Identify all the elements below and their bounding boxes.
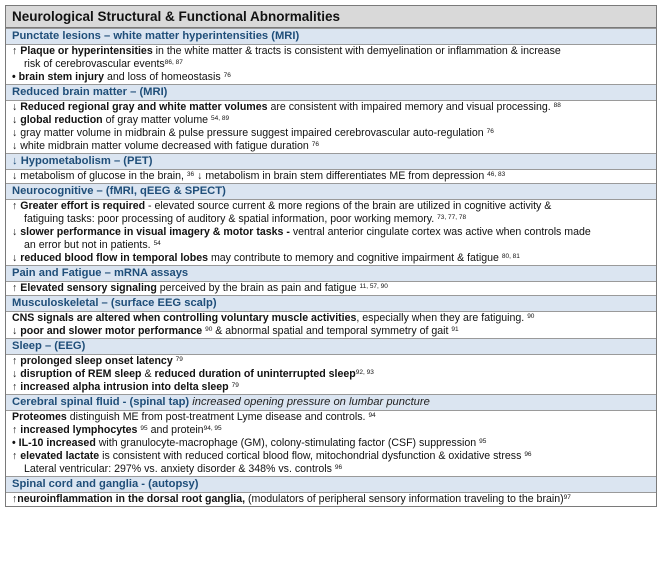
finding-row bbox=[6, 252, 656, 265]
bullet-marker: ↓ bbox=[12, 127, 21, 139]
finding-key-text: global reduction bbox=[20, 114, 103, 126]
finding-key-text: Elevated sensory signaling bbox=[20, 282, 157, 294]
bullet-marker: ↓ bbox=[12, 226, 21, 238]
sections-container bbox=[6, 28, 656, 506]
bullet-marker: ↑ bbox=[12, 450, 21, 462]
finding-row bbox=[6, 140, 656, 153]
bullet-marker: ↑ bbox=[12, 424, 21, 436]
finding-text-continued: Lateral ventricular: 297% vs. anxiety disorder & 348% vs. controls bbox=[24, 463, 335, 475]
finding-text: white midbrain matter volume decreased with fatigue duration bbox=[20, 140, 312, 152]
bullet-marker: ↓ bbox=[12, 140, 21, 152]
finding-key-text: disruption of REM sleep bbox=[20, 368, 142, 380]
finding-text: is consistent with reduced cortical blood flow, mitochondrial dysfunction & oxidative stress bbox=[99, 450, 525, 462]
finding-text: and loss of homeostasis bbox=[104, 71, 224, 83]
finding-text: with granulocyte-macrophage (GM), colony-stimulating factor (CSF) suppression bbox=[95, 437, 480, 449]
finding-key-text: Proteomes bbox=[12, 411, 67, 423]
bullet-marker: ↑ bbox=[12, 282, 21, 294]
bullet-marker: ↑ bbox=[12, 381, 21, 393]
reference-superscript: 94 bbox=[368, 412, 376, 419]
section-heading bbox=[6, 84, 656, 101]
finding-key-text: reduced blood flow in temporal lobes bbox=[20, 252, 209, 264]
finding-row bbox=[6, 424, 656, 437]
section-heading-text: Sleep – (EEG) bbox=[12, 340, 86, 352]
reference-superscript: 95 bbox=[479, 438, 487, 445]
section-heading-note: increased opening pressure on lumbar puncture bbox=[192, 396, 430, 408]
finding-text: in the white matter & tracts is consistent with demyelination or inflammation & increase bbox=[152, 45, 561, 57]
bullet-marker: ↑ bbox=[12, 493, 18, 505]
section-heading bbox=[6, 394, 656, 411]
section-heading bbox=[6, 265, 656, 282]
bullet-marker: ↓ bbox=[12, 101, 21, 113]
reference-superscript: 54, 89 bbox=[211, 115, 230, 122]
finding-text-continued: an error but not in patients. bbox=[24, 239, 154, 251]
reference-superscript: 79 bbox=[175, 356, 183, 363]
bullet-marker: ↑ bbox=[12, 200, 21, 212]
finding-text: may contribute to memory and cognitive impairment & fatigue bbox=[208, 252, 502, 264]
section-heading bbox=[6, 183, 656, 200]
finding-text: & bbox=[141, 368, 155, 380]
finding-key-text: reduced duration of uninterrupted sleep bbox=[154, 368, 356, 380]
finding-key-text: slower performance in visual imagery & motor tasks - bbox=[20, 226, 290, 238]
finding-row bbox=[6, 450, 656, 476]
table-title: Neurological Structural & Functional Abnormalities bbox=[6, 6, 656, 28]
section-heading bbox=[6, 153, 656, 170]
reference-superscript: 76 bbox=[311, 141, 319, 148]
bullet-marker: ↑ bbox=[12, 45, 21, 57]
reference-superscript: 90 bbox=[527, 313, 535, 320]
section-heading-text: Spinal cord and ganglia - (autopsy) bbox=[12, 478, 199, 490]
reference-superscript: 91 bbox=[451, 326, 459, 333]
bullet-marker: • bbox=[12, 437, 19, 449]
finding-row bbox=[6, 226, 656, 252]
finding-text: metabolism of glucose in the brain, bbox=[20, 170, 187, 182]
section-heading-text: ↓ Hypometabolism – (PET) bbox=[12, 155, 153, 167]
section-heading-text: Musculoskeletal – (surface EEG scalp) bbox=[12, 297, 217, 309]
reference-superscript: 80, 81 bbox=[501, 253, 520, 260]
reference-superscript: 94, 95 bbox=[203, 425, 222, 432]
section-heading-text: Reduced brain matter – (MRI) bbox=[12, 86, 168, 98]
abnormalities-table bbox=[5, 5, 657, 507]
finding-key-text: elevated lactate bbox=[20, 450, 100, 462]
finding-text: of gray matter volume bbox=[102, 114, 211, 126]
finding-text-continued: fatiguing tasks: poor processing of auditory & spatial information, poor working memory. bbox=[24, 213, 438, 225]
reference-superscript: 54 bbox=[153, 240, 161, 247]
reference-superscript: 76 bbox=[223, 72, 231, 79]
finding-text: , especially when they are fatiguing. bbox=[356, 312, 528, 324]
reference-superscript: 36 bbox=[186, 171, 195, 178]
section-heading bbox=[6, 28, 656, 45]
finding-row bbox=[6, 71, 656, 84]
finding-key-text: CNS signals are altered when controlling voluntary muscle activities bbox=[12, 312, 357, 324]
finding-text: - elevated source current & more regions of the brain are utilized in cognitive activity & bbox=[145, 200, 552, 212]
finding-key-text: brain stem injury bbox=[18, 71, 105, 83]
reference-superscript: 73, 77, 78 bbox=[437, 214, 467, 221]
finding-key-text: prolonged sleep onset latency bbox=[20, 355, 173, 367]
finding-row bbox=[6, 437, 656, 450]
finding-key-text: Reduced regional gray and white matter volumes bbox=[20, 101, 268, 113]
finding-key-text: increased alpha intrusion into delta sleep bbox=[20, 381, 229, 393]
bullet-marker: ↓ bbox=[12, 170, 21, 182]
finding-row bbox=[6, 200, 656, 226]
reference-superscript: 90 bbox=[205, 326, 213, 333]
finding-row bbox=[6, 282, 656, 295]
section-heading-text: Pain and Fatigue – mRNA assays bbox=[12, 267, 189, 279]
reference-superscript: 76 bbox=[486, 128, 494, 135]
finding-text: are consistent with impaired memory and visual processing. bbox=[267, 101, 554, 113]
finding-row bbox=[6, 312, 656, 325]
finding-row bbox=[6, 325, 656, 338]
finding-text-continued: risk of cerebrovascular events bbox=[24, 58, 165, 70]
finding-text: ↓ metabolism in brain stem differentiates ME from depression bbox=[194, 170, 488, 182]
bullet-marker: ↑ bbox=[12, 355, 21, 367]
finding-text: distinguish ME from post-treatment Lyme disease and controls. bbox=[66, 411, 369, 423]
finding-text: gray matter volume in midbrain & pulse pressure suggest impaired cerebrovascular auto-regulation bbox=[20, 127, 487, 139]
finding-row bbox=[6, 170, 656, 183]
reference-superscript: 96 bbox=[334, 464, 343, 471]
finding-text: perceived by the brain as pain and fatigue bbox=[156, 282, 360, 294]
reference-superscript: 96 bbox=[524, 451, 532, 458]
bullet-marker: ↓ bbox=[12, 114, 21, 126]
finding-row bbox=[6, 381, 656, 394]
reference-superscript: 95 bbox=[140, 425, 148, 432]
reference-superscript: 79 bbox=[231, 382, 239, 389]
reference-superscript: 46, 83 bbox=[487, 171, 506, 178]
section-heading-text: Neurocognitive – (fMRI, qEEG & SPECT) bbox=[12, 185, 226, 197]
finding-text: (modulators of peripheral sensory information traveling to the brain) bbox=[245, 493, 564, 505]
finding-row bbox=[6, 355, 656, 368]
finding-key-text: increased lymphocytes bbox=[20, 424, 138, 436]
section-heading-text: Cerebral spinal fluid - (spinal tap) bbox=[12, 396, 190, 408]
section-heading bbox=[6, 338, 656, 355]
finding-row bbox=[6, 368, 656, 381]
finding-row bbox=[6, 411, 656, 424]
bullet-marker: • bbox=[12, 71, 19, 83]
finding-row bbox=[6, 101, 656, 114]
finding-key-text: poor and slower motor performance bbox=[20, 325, 203, 337]
finding-text: and protein bbox=[147, 424, 204, 436]
section-heading bbox=[6, 295, 656, 312]
finding-row bbox=[6, 127, 656, 140]
reference-superscript: 86, 87 bbox=[164, 59, 183, 66]
section-heading-text: Punctate lesions – white matter hyperintensities (MRI) bbox=[12, 30, 300, 42]
finding-text: & abnormal spatial and temporal symmetry of gait bbox=[212, 325, 452, 337]
finding-key-text: neuroinflammation in the dorsal root ganglia, bbox=[17, 493, 246, 505]
reference-superscript: 97 bbox=[563, 494, 571, 501]
reference-superscript: 11, 57, 90 bbox=[359, 283, 388, 290]
finding-key-text: IL-10 increased bbox=[18, 437, 96, 449]
finding-text: ventral anterior cingulate cortex was active when controls made bbox=[289, 226, 591, 238]
bullet-marker: ↓ bbox=[12, 325, 21, 337]
finding-row bbox=[6, 493, 656, 506]
finding-row bbox=[6, 45, 656, 71]
finding-key-text: Greater effort is required bbox=[20, 200, 146, 212]
bullet-marker: ↓ bbox=[12, 368, 21, 380]
reference-superscript: 88 bbox=[553, 102, 561, 109]
bullet-marker: ↓ bbox=[12, 252, 21, 264]
reference-superscript: 92, 93 bbox=[355, 369, 374, 376]
finding-key-text: Plaque or hyperintensities bbox=[20, 45, 153, 57]
section-heading bbox=[6, 476, 656, 493]
finding-row bbox=[6, 114, 656, 127]
